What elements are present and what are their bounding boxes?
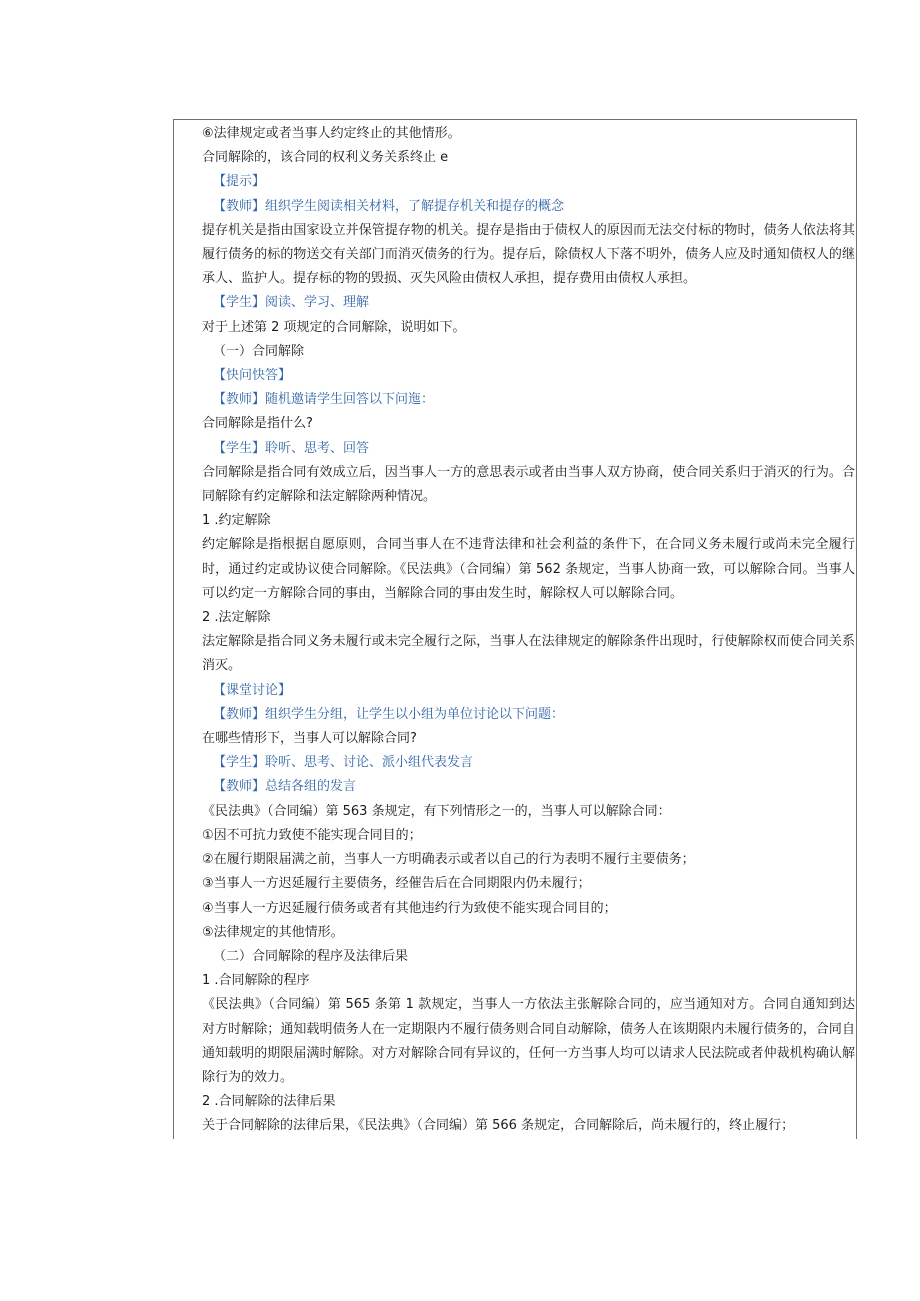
text-line: 对于上述第 2 项规定的合同解除，说明如下。 [202,319,466,335]
list-item-5: ⑤法律规定的其他情形。 [202,924,344,940]
subheading: 1 .合同解除的程序 [202,973,310,989]
section-tag-hint: 【提示】 [213,174,266,190]
paragraph-definition: 合同解除是指合同有效成立后，因当事人一方的意思表示或者由当事人双方协商，使合同关系归于消灭的行为。合同解除有约定解除和法定解除两种情况。 [202,464,855,505]
section-tag-discussion: 【课堂讨论】 [213,682,292,698]
text-line: 合同解除的，该合同的权利义务关系终止 e [202,150,449,166]
paragraph-statutory-termination: 法定解除是指合同义务未履行或未完全履行之际，当事人在法律规定的解除条件出现时，行使解除权而使合同关系消灭。 [202,634,855,674]
text-line: 关于合同解除的法律后果，《民法典》（合同编）第 566 条规定，合同解除后，尚未履行的，终止履行； [202,1118,795,1134]
text-line: 《民法典》（合同编）第 563 条规定，有下列情形之一的，当事人可以解除合同： [202,803,671,819]
list-item-2: ②在履行期限届满之前，当事人一方明确表示或者以自己的行为表明不履行主要债务； [202,852,695,868]
teacher-instruction: 【教师】组织学生阅读相关材料，了解提存机关和提存的概念 [213,198,565,214]
student-activity: 【学生】阅读、学习、理解 [213,295,370,311]
subheading: 1 .约定解除 [202,513,271,529]
student-activity: 【学生】聆听、思考、讨论、派小组代表发言 [213,755,474,771]
section-tag-quiz: 【快问快答】 [213,368,292,384]
list-item-4: ④当事人一方迟延履行债务或者有其他违约行为致使不能实现合同目的； [202,900,617,916]
question: 合同解除是指什么? [202,416,313,432]
paragraph-agreed-termination: 约定解除是指根据自愿原则，合同当事人在不违背法律和社会利益的条件下，在合同义务未履行或尚未完全履行时，通过约定或协议使合同解除。《民法典》（合同编）第 562 条规定，当事人协商一致，可以解除合同。当事人可以约定一方解除合同的事由，当解除合同的事由发生时，解除权人可以解除合同。 [202,537,855,601]
teacher-instruction: 【教师】组织学生分组，让学生以小组为单位讨论以下问题： [213,706,565,722]
student-activity: 【学生】聆听、思考、回答 [213,440,370,456]
teacher-instruction: 【教师】随机邀请学生回答以下问迤： [213,392,435,408]
list-item-3: ③当事人一方迟延履行主要债务，经催告后在合同期限内仍未履行； [202,876,591,892]
document-body [175,122,855,1139]
list-item-1: ①因不可抗力致使不能实现合同目的； [202,827,422,843]
question: 在哪些情形下，当事人可以解除合同? [202,731,417,747]
list-item-6: ⑥法律规定或者当事人约定终止的其他情形。 [202,126,461,141]
subheading: 2 .合同解除的法律后果 [202,1094,336,1110]
teacher-instruction: 【教师】总结各组的发言 [213,779,357,795]
subheading: 2 .法定解除 [202,610,271,626]
section-heading: （二）合同解除的程序及法律后果 [213,948,409,964]
paragraph-deposit: 提存机关是指由国家设立并保管提存物的机关。提存是指由于债权人的原因而无法交付标的物时，债务人依法将其履行债务的标的物送交有关部门而消灭债务的行为。提存后，除债权人下落不明外，债务人应及时通知债权人的继承人、监护人。提存标的物的毁损、灭失风险由债权人承担，提存费用由债权人承担。 [202,222,855,287]
paragraph-procedure: 《民法典》（合同编）第 565 条第 1 款规定，当事人一方依法主张解除合同的，应当通知对方。合同自通知到达对方时解除；通知载明债务人在一定期限内不履行债务则合同自动解除，债务人在该期限内未履行债务的，合同自通知载明的期限届满时解除。对方对解除合同有异议的，任何一方当事人均可以请求人民法院或者仲裁机构确认解除行为的效力。 [202,997,855,1085]
section-heading: （一）合同解除 [213,343,305,359]
